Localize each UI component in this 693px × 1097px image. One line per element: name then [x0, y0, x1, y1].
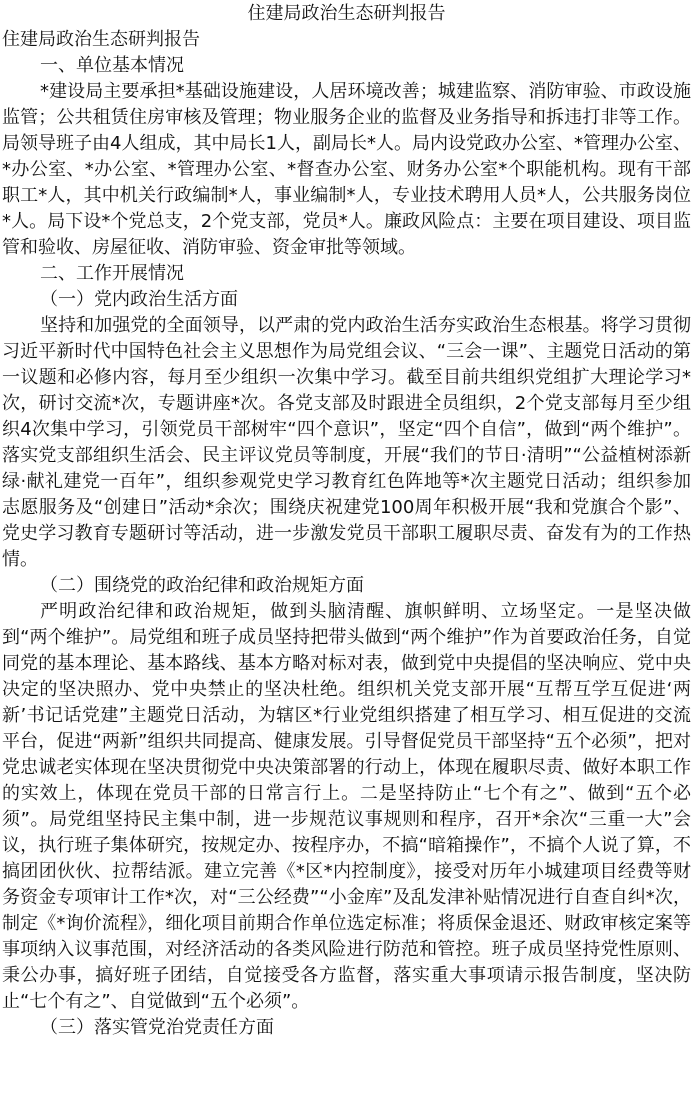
subsection1-heading: （一）党内政治生活方面 — [40, 289, 238, 310]
document-title: 住建局政治生态研判报告 — [247, 3, 446, 24]
section1-heading: 一、单位基本情况 — [40, 55, 184, 76]
subsection2-paragraph: 严明政治纪律和政治规矩，做到头脑清醒、旗帜鲜明、立场坚定。一是坚决做到“两个维护”。局党组和班子成员坚持把带头做到“两个维护”作为首要政治任务，自觉同党的基本理论、基本路线、基本方略对标对表，做到党中央提倡的坚决响应、党中央决定的坚决照办、党中央禁止的坚决杜绝。组织机关党支部开展“互帮互学互促进‘两新’书记话党建”主题党日活动，为辖区*行业党组织搭建了相互学习、相互促进的交流平台，促进“两新”组织共同提高、健康发展。引导督促党员干部坚持“五个必须”，把对党忠诚老实体现在坚决贯彻党中央决策部署的行动上，体现在履职尽责、做好本职工作的实效上，体现在党员干部的日常言行上。二是坚持防止“七个有之”、做到“五个必须”。局党组坚持民主集中制，进一步规范议事规则和程序，召开*余次“三重一大”会议，执行班子集体研究，按规定办、按程序办，不搞“暗箱操作”，不搞个人说了算，不搞团团伙伙、拉帮结派。建立完善《*区*内控制度》，接受对历年小城建项目经费等财务资金专项审计工作*次，对“三公经费”“小金库”及乱发津补贴情况进行自查自纠*次，制定《*询价流程》，细化项目前期合作单位选定标准；将质保金退还、财政审核定案等事项纳入议事范围，对经济活动的各类风险进行防范和管控。班子成员坚持党性原则、秉公办事，搞好班子团结，自觉接受各方监督，落实重大事项请示报告制度，坚决防止“七个有之”、自觉做到“五个必须”。 — [2, 601, 691, 1012]
section1-paragraph: *建设局主要承担*基础设施建设，人居环境改善；城建监察、消防审验、市政设施监管；公共租赁住房审核及管理；物业服务企业的监督及业务指导和拆违打非等工作。局领导班子由4人组成，其中局长1人，副局长*人。局内设党政办公室、*管理办公室、*办公室、*办公室、*管理办公室、*督查办公室、财务办公室*个职能机构。现有干部职工*人，其中机关行政编制*人，事业编制*人，专业技术聘用人员*人，公共服务岗位*人。局下设*个党总支，2个党支部，党员*人。廉政风险点：主要在项目建设、项目监管和验收、房屋征收、消防审验、资金审批等领域。 — [2, 81, 691, 258]
section2-heading: 二、工作开展情况 — [40, 263, 184, 284]
subsection2-heading: （二）围绕党的政治纪律和政治规矩方面 — [40, 575, 364, 596]
subsection1-paragraph: 坚持和加强党的全面领导，以严肃的党内政治生活夯实政治生态根基。将学习贯彻习近平新时代中国特色社会主义思想作为局党组会议、“三会一课”、主题党日活动的第一议题和必修内容，每月至少组织一次集中学习。截至目前共组织党组扩大理论学习*次，研讨交流*次，专题讲座*次。各党支部及时跟进全员组织，2个党支部每月至少组织4次集中学习，引领党员干部树牢“四个意识”，坚定“四个自信”，做到“两个维护”。落实党支部组织生活会、民主评议党员等制度，开展“我们的节日·清明”“公益植树添新绿·献礼建党一百年”，组织参观党史学习教育红色阵地等*次主题党日活动；组织参加志愿服务及“创建日”活动*余次；围绕庆祝建党100周年积极开展“我和党旗合个影”、党史学习教育专题研讨等活动，进一步激发党员干部职工履职尽责、奋发有为的工作热情。 — [2, 315, 691, 570]
subsection3-heading: （三）落实管党治党责任方面 — [40, 1017, 274, 1038]
document-subtitle: 住建局政治生态研判报告 — [2, 29, 200, 50]
